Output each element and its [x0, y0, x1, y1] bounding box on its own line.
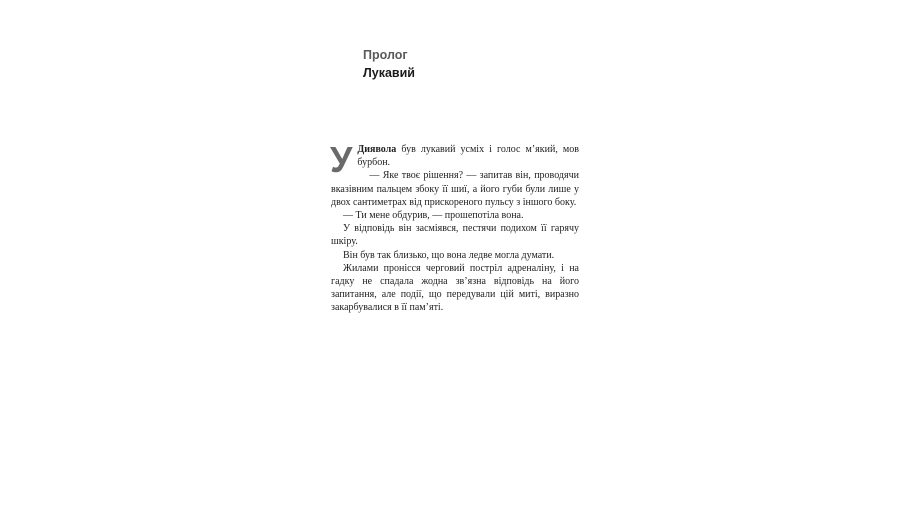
chapter-body: [330, 139, 579, 315]
drop-cap: У: [330, 139, 353, 180]
paragraph: [330, 139, 579, 180]
paragraph: Жилами пронісся черговий постріл адреналіну, і на гадку не спадала жодна зв’язна відповідь на його запитання, але події, що передували цій миті, виразно закарбувалися в її пам’яті.: [331, 262, 579, 314]
paragraph: У відповідь він засміявся, пестячи подихом її гарячу шкіру.: [331, 223, 579, 248]
paragraph-text: був лукавий усміх і голос м’який, мов бурбон.: [357, 144, 579, 169]
chapter-label: Пролог: [363, 48, 408, 62]
chapter-title: Лукавий: [363, 66, 415, 80]
lead-word: Диявола: [357, 144, 397, 155]
paragraph: — Яке твоє рішення? — запитав він, проводячи вказівним пальцем збоку її шиї, а його губи були лише у двох сантиметрах від прискореного пульсу з іншого боку.: [331, 170, 579, 208]
chapter-heading: [363, 46, 415, 82]
paragraph: Він був так близько, що вона ледве могла думати.: [343, 249, 555, 261]
paragraph: — Ти мене обдурив, — прошепотіла вона.: [343, 210, 524, 222]
